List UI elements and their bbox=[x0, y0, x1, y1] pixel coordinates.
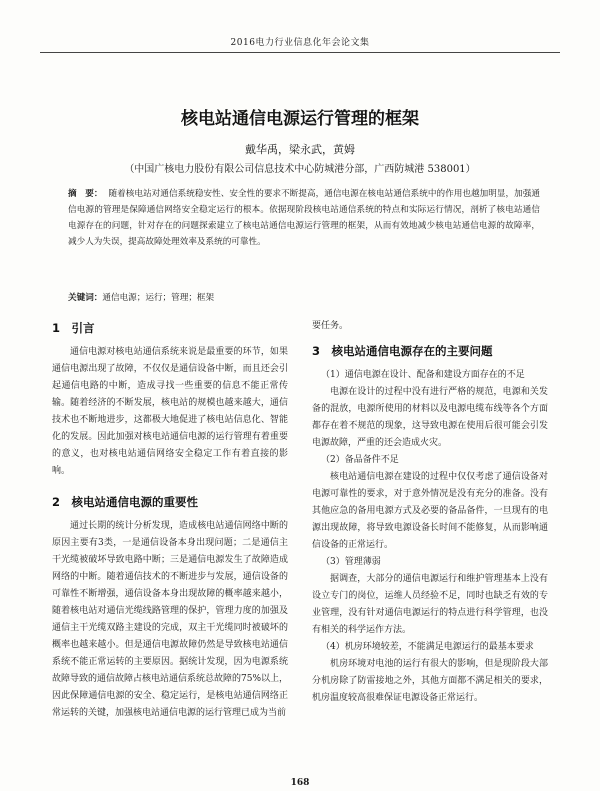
paper-title: 核电站通信电源运行管理的框架 bbox=[181, 109, 419, 129]
subsection-3-2-heading: （2）备品备件不足 bbox=[321, 455, 399, 465]
left-column bbox=[52, 318, 288, 722]
subsection-3-1-paragraph: 电源在设计的过程中没有进行严格的规范，电源和关发备的混放，电源所使用的材料以及电源电缆布线等各个方面都存在着不规范的现象，这导致电源在使用后很可能会引发电源故障，严重的还会造成火灾。 bbox=[312, 387, 548, 448]
running-header: 2016电力行业信息化年会论文集 bbox=[230, 38, 370, 48]
keywords-text: 通信电源；运行；管理；框架 bbox=[102, 293, 215, 303]
section-2-paragraph: 通过长期的统计分析发现，造成核电站通信网络中断的原因主要有3类，一是通信设备本身出现问题；二是通信主干光缆被破坏导致电路中断；三是通信电源发生了故障造成网络的中断。随着通信技术的不断进步与发展，通信设备的可靠性不断增强，通信设备本身出现故障的概率越来越小，随着核电站对通信光缆线路管理的保护，管理力度的加强及通信主干光缆双路主建设的完成，双主干光缆同时被破坏的概率也越来越小。但是通信电源故障仍然是导致核电站通信系统不能正常运转的主要原因。据统计发现，因为电源系统故障导致的通信故障占核电站通信系统总故障的75%以上，因此保障通信电源的安全、稳定运行，是核电站通信网络正常运转的关键，加强核电站通信电源的运行管理已成为当前 bbox=[52, 521, 289, 718]
section-1-paragraph: 通信电源对核电站通信系统来说是最重要的环节，如果通信电源出现了故障，不仅仅是通信设备中断，而且还会引起通信电路的中断，造成寻找一些重要的信息不能正常传输。随着经济的不断发展，核电站的规模也越来越大，通信技术也不断地进步，这都极大地促进了核电站信息化、智能化的发展。因此加强对核电站通信电源的运行管理有着重要的意义，也对核电站通信网络安全稳定工作有着直接的影响。 bbox=[52, 347, 288, 476]
subsection-3-2-paragraph: 核电站通信电源在建设的过程中仅仅考虑了通信设备对电源可靠性的要求，对于意外情况是没有充分的准备。没有其他应急的备用电源方式及必要的备品备件，一旦现有的电源出现故障，将导致电源设备长时间不能修复，从而影响通信设备的正常运行。 bbox=[312, 472, 548, 550]
subsection-3-1-heading: （1）通信电源在设计、配备和建设方面存在的不足 bbox=[321, 370, 525, 380]
abstract bbox=[68, 186, 540, 250]
keywords bbox=[68, 291, 540, 303]
subsection-3-4-heading: （4）机房环境较差，不能满足电源运行的最基本要求 bbox=[321, 642, 534, 652]
subsection-3-4-paragraph: 机房环境对电池的运行有很大的影响，但是现阶段大部分机房除了防雷接地之外，其他方面都不满足相关的要求，机房温度较高很难保证电源设备正常运行。 bbox=[312, 659, 548, 703]
right-column bbox=[312, 318, 548, 707]
subsection-3-3-paragraph: 据调查，大部分的通信电源运行和维护管理基本上没有设立专门的岗位，运维人员经验不足，同时也缺乏有效的专业管理，没有针对通信电源运行的特点进行科学管理，也没有相关的科学运作方法。 bbox=[312, 574, 548, 635]
affiliation: （中国广核电力股份有限公司信息技术中心防城港分部，广西防城港 538001） bbox=[124, 164, 476, 175]
section-3-heading: 3 核电站通信电源存在的主要问题 bbox=[312, 344, 493, 358]
keywords-label: 关键词： bbox=[68, 293, 103, 303]
abstract-text: 随着核电站对通信系统稳安性、安全性的要求不断提高，通信电源在核电站通信系统中的作用也越加明显，加强通信电源的管理是保障通信网络安全稳定运行的根本。依据现阶段核电站通信系统的特点和实际运行情况，剖析了核电站通信电源存在的问题，针对存在的问题探索建立了核电站通信电源运行管理的框架，从而有效地减少核电站通信电源的故障率，减少人为失误，提高故障处理效率及系统的可靠性。 bbox=[68, 189, 540, 247]
section-2-continuation: 要任务。 bbox=[312, 321, 349, 331]
page-number: 168 bbox=[290, 778, 310, 788]
author-list: 戴华禹，梁永武，黄姆 bbox=[245, 143, 355, 156]
header-divider bbox=[40, 52, 560, 53]
abstract-label: 摘 要： bbox=[68, 189, 103, 199]
subsection-3-3-heading: （3）管理薄弱 bbox=[321, 557, 381, 567]
section-2-heading: 2 核电站通信电源的重要性 bbox=[52, 495, 199, 509]
section-1-heading: 1 引言 bbox=[52, 321, 95, 335]
